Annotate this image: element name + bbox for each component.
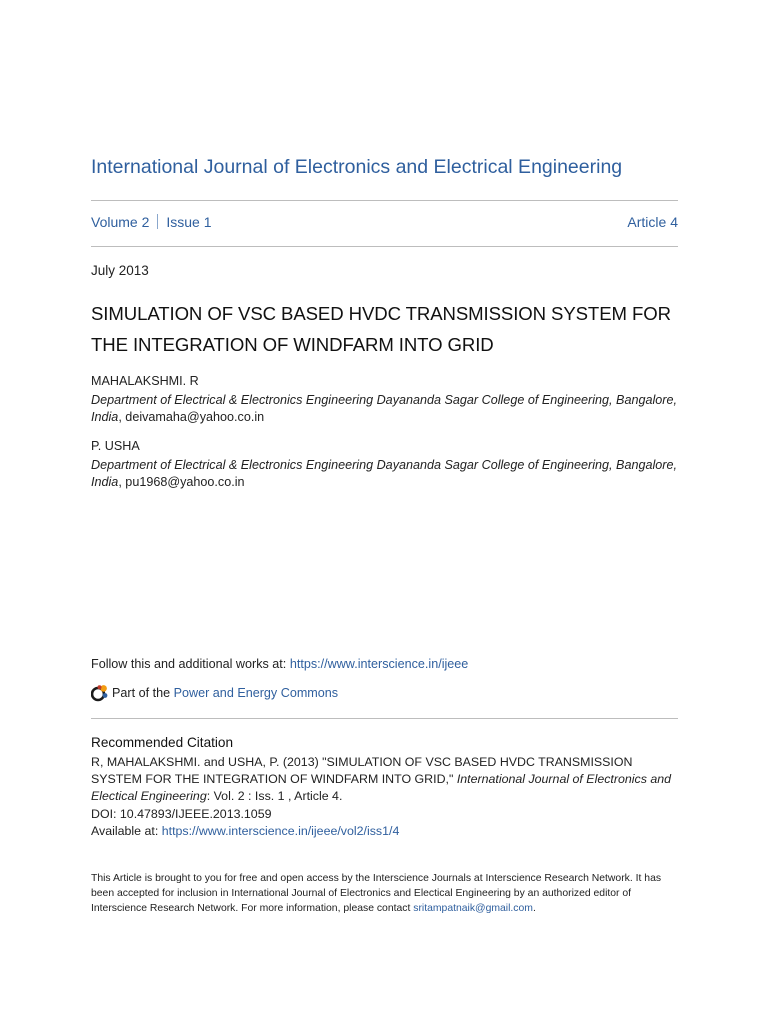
author-block — [91, 438, 678, 491]
citation-available-label: Available at: — [91, 823, 162, 838]
citation-body — [91, 754, 681, 840]
author-email: , deivamaha@yahoo.co.in — [118, 410, 265, 424]
access-notice — [91, 872, 681, 916]
commons-link[interactable]: Power and Energy Commons — [173, 686, 339, 700]
citation-volume: : Vol. 2 : Iss. 1 , Article 4. — [206, 789, 343, 804]
author-affiliation: Department of Electrical & Electronics Engineering Dayananda Sagar College of Engineering, Bangalore, India — [91, 393, 677, 424]
article-link[interactable]: Article 4 — [627, 214, 678, 230]
author-email: , pu1968@yahoo.co.in — [118, 475, 245, 489]
follow-text: Follow this and additional works at: — [91, 657, 290, 671]
citation-url-link[interactable]: https://www.interscience.in/ijeee/vol2/iss1/4 — [161, 823, 400, 838]
citation-heading: Recommended Citation — [91, 735, 234, 750]
publication-date: July 2013 — [91, 263, 149, 278]
cover-page — [91, 0, 678, 1024]
citation-authors: R, MAHALAKSHMI. and USHA, P. (2013) "SIMULATION OF VSC BASED HVDC TRANSMISSION SYSTEM FOR THE INTEGRATION OF WINDFARM INTO GRID," — [91, 755, 633, 787]
author-affiliation: Department of Electrical & Electronics Engineering Dayananda Sagar College of Engineering, Bangalore, India — [91, 458, 677, 489]
issue-link[interactable]: Issue 1 — [166, 214, 212, 230]
journal-title-link[interactable]: International Journal of Electronics and Electrical Engineering — [91, 156, 623, 178]
issue-separator — [157, 214, 158, 229]
divider — [91, 246, 678, 247]
access-notice-text: This Article is brought to you for free and open access by the Interscience Journals at Interscience Research Network. It has been accepted for inclusion in International Journal of Electronics and Electical Engineering by an authorized editor of Interscience Research Network. For more information, please contact — [91, 873, 662, 914]
network-commons-icon — [91, 684, 109, 702]
divider — [91, 718, 678, 719]
author-name: P. USHA — [91, 439, 140, 453]
volume-link[interactable]: Volume 2 — [91, 214, 150, 230]
author-name: MAHALAKSHMI. R — [91, 374, 199, 388]
part-of-prefix: Part of the — [112, 686, 171, 700]
part-of-line — [91, 684, 338, 702]
contact-email-link[interactable]: sritampatnaik@gmail.com — [413, 902, 533, 914]
citation-journal: International Journal of Electronics and Electical Engineering — [91, 772, 672, 804]
divider — [91, 200, 678, 201]
follow-line — [91, 657, 468, 671]
journal-url-link[interactable]: https://www.interscience.in/ijeee — [289, 657, 469, 671]
issue-bar — [91, 214, 678, 230]
citation-doi: DOI: 10.47893/IJEEE.2013.1059 — [91, 806, 272, 821]
article-title: SIMULATION OF VSC BASED HVDC TRANSMISSION SYSTEM FOR THE INTEGRATION OF WINDFARM INTO GRID — [91, 303, 671, 355]
access-notice-end: . — [532, 902, 536, 914]
author-block — [91, 373, 678, 426]
